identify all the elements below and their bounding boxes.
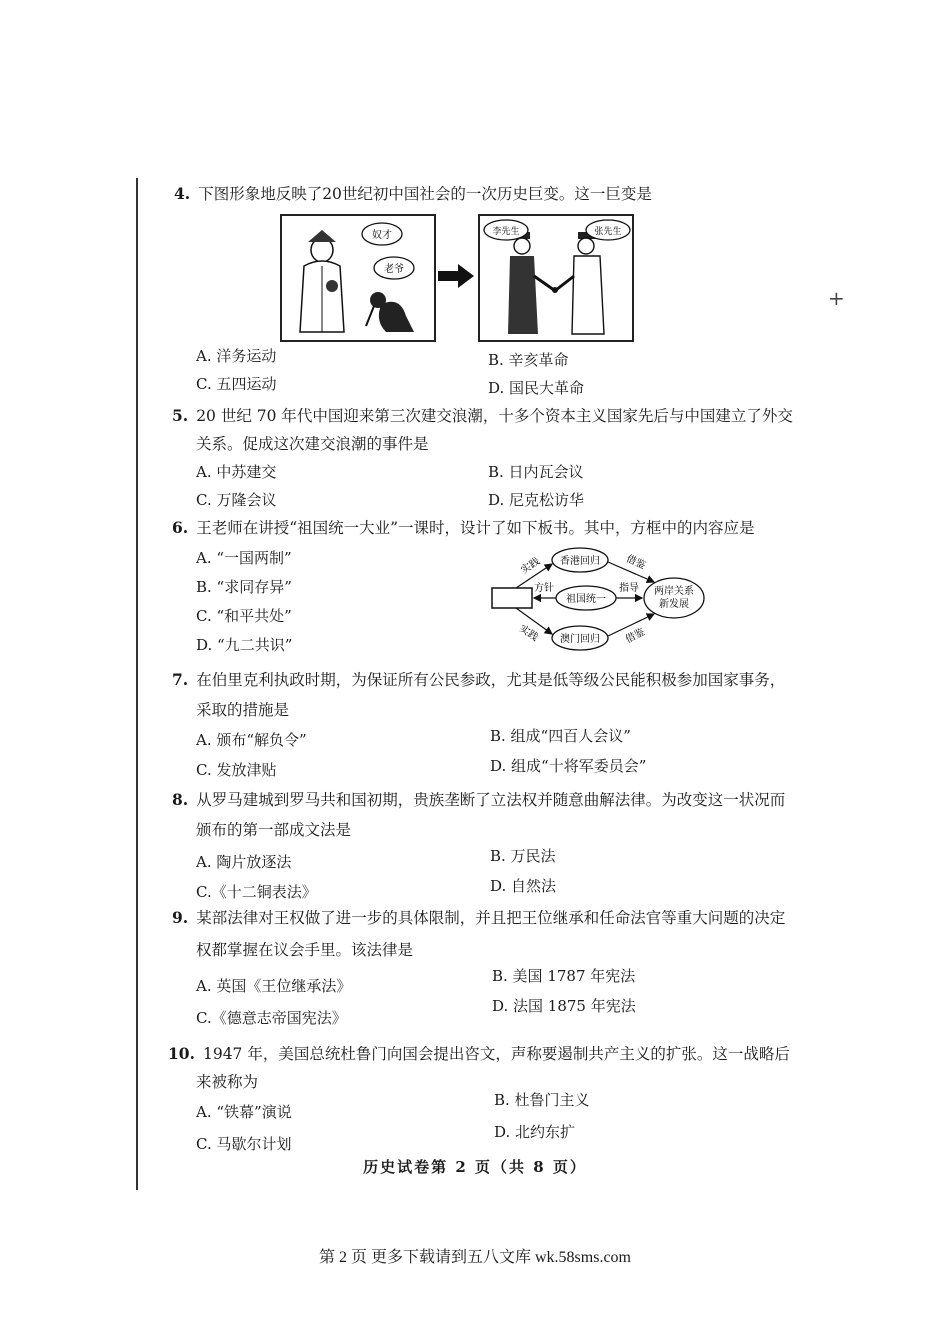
- q9-option-d[interactable]: D. 法国 1875 年宪法: [492, 997, 636, 1015]
- question-7: [172, 670, 785, 690]
- figure-4-left-panel: [280, 214, 436, 342]
- question-number: 4.: [174, 184, 191, 203]
- q4-option-d[interactable]: D. 国民大革命: [488, 379, 585, 397]
- figure-6-diagram: [486, 544, 710, 656]
- question-10-line2: 来被称为: [196, 1073, 259, 1091]
- registration-mark: +: [828, 286, 845, 310]
- question-10: [168, 1044, 790, 1064]
- binding-margin-line: [136, 178, 138, 1190]
- q7-option-b[interactable]: B. 组成“四百人会议”: [490, 727, 631, 745]
- question-number: 5.: [172, 406, 189, 425]
- q5-option-c[interactable]: C. 万隆会议: [196, 491, 277, 509]
- question-8: [172, 790, 785, 810]
- question-9-line2: 权都掌握在议会手里。该法律是: [196, 941, 414, 959]
- node-cross-strait-1: 两岸关系: [654, 586, 694, 597]
- question-5: [172, 406, 793, 426]
- question-text-line1: 从罗马建城到罗马共和国初期，贵族垄断了立法权并随意曲解法律。为改变这一状况而: [196, 791, 786, 809]
- q4-option-c[interactable]: C. 五四运动: [196, 375, 277, 393]
- q6-option-c[interactable]: C. “和平共处”: [196, 607, 292, 625]
- q6-option-a[interactable]: A. “一国两制”: [196, 549, 292, 567]
- label-reference-bottom: 借鉴: [623, 626, 647, 646]
- q7-option-d[interactable]: D. 组成“十将军委员会”: [490, 757, 647, 775]
- bubble-li: 李先生: [492, 227, 520, 237]
- q10-option-b[interactable]: B. 杜鲁门主义: [494, 1091, 590, 1109]
- q9-option-b[interactable]: B. 美国 1787 年宪法: [492, 967, 636, 985]
- node-cross-strait-2: 新发展: [659, 599, 689, 610]
- question-7-line2: 采取的措施是: [196, 701, 290, 719]
- page-footer: 历史试卷第 2 页（共 8 页）: [363, 1158, 587, 1176]
- question-8-line2: 颁布的第一部成文法是: [196, 821, 352, 839]
- q8-option-d[interactable]: D. 自然法: [490, 877, 557, 895]
- label-guide: 指导: [619, 583, 639, 594]
- bubble-nucai: 奴才: [372, 230, 392, 241]
- q10-option-a[interactable]: A. “铁幕”演说: [196, 1103, 292, 1121]
- node-reunification: 祖国统一: [566, 594, 606, 605]
- q7-option-a[interactable]: A. 颁布“解负令”: [196, 731, 307, 749]
- question-number: 8.: [172, 790, 189, 809]
- blank-answer-box: [492, 588, 532, 608]
- q6-option-d[interactable]: D. “九二共识”: [196, 636, 293, 654]
- bubble-zhang: 张先生: [594, 227, 622, 237]
- q5-option-b[interactable]: B. 日内瓦会议: [488, 463, 584, 481]
- question-text-line1: 1947 年，美国总统杜鲁门向国会提出咨文，声称要遏制共产主义的扩张。这一战略后: [202, 1045, 790, 1063]
- node-macau: 澳门回归: [560, 634, 600, 645]
- question-text-line1: 20 世纪 70 年代中国迎来第三次建交浪潮，十多个资本主义国家先后与中国建立了外交: [196, 407, 793, 425]
- figure-4-right-panel: [478, 214, 634, 342]
- question-number: 6.: [172, 518, 189, 537]
- q9-option-a[interactable]: A. 英国《王位继承法》: [196, 977, 352, 995]
- question-6: [172, 518, 755, 538]
- q8-option-c[interactable]: C.《十二铜表法》: [196, 883, 317, 901]
- label-reference-top: 借鉴: [624, 553, 648, 572]
- question-number: 9.: [172, 908, 189, 927]
- right-arrow-icon: [436, 262, 476, 290]
- q5-option-d[interactable]: D. 尼克松访华: [488, 491, 585, 509]
- question-text: 王老师在讲授“祖国统一大业”一课时，设计了如下板书。其中，方框中的内容应是: [196, 519, 755, 537]
- question-5-line2: 关系。促成这次建交浪潮的事件是: [196, 435, 429, 453]
- question-number: 7.: [172, 670, 189, 689]
- q9-option-c[interactable]: C.《德意志帝国宪法》: [196, 1009, 347, 1027]
- question-4: [174, 184, 652, 204]
- figure-4-left-drawing: [282, 216, 434, 340]
- q5-option-a[interactable]: A. 中苏建交: [196, 463, 277, 481]
- q4-option-a[interactable]: A. 洋务运动: [196, 347, 277, 365]
- q6-option-b[interactable]: B. “求同存异”: [196, 578, 292, 596]
- node-hongkong: 香港回归: [560, 556, 600, 567]
- q10-option-c[interactable]: C. 马歇尔计划: [196, 1135, 292, 1153]
- question-text-line1: 某部法律对王权做了进一步的具体限制，并且把王位继承和任命法官等重大问题的决定: [196, 909, 786, 927]
- question-text-line1: 在伯里克利执政时期，为保证所有公民参政，尤其是低等级公民能积极参加国家事务，: [196, 671, 786, 689]
- label-policy: 方针: [534, 583, 554, 594]
- q10-option-d[interactable]: D. 北约东扩: [494, 1123, 576, 1141]
- question-number: 10.: [168, 1044, 195, 1063]
- q7-option-c[interactable]: C. 发放津贴: [196, 761, 277, 779]
- question-9: [172, 908, 785, 928]
- q4-option-b[interactable]: B. 辛亥革命: [488, 351, 569, 369]
- label-practice-top: 实践: [519, 556, 543, 577]
- question-text: 下图形象地反映了20世纪初中国社会的一次历史巨变。这一巨变是: [198, 185, 652, 203]
- download-watermark: 第 2 页 更多下载请到五八文库 wk.58sms.com: [318, 1249, 631, 1266]
- bubble-laoye: 老爷: [384, 264, 404, 275]
- label-practice-bottom: 实践: [517, 623, 540, 644]
- figure-4-right-drawing: [480, 216, 632, 340]
- q8-option-b[interactable]: B. 万民法: [490, 847, 556, 865]
- q8-option-a[interactable]: A. 陶片放逐法: [196, 853, 292, 871]
